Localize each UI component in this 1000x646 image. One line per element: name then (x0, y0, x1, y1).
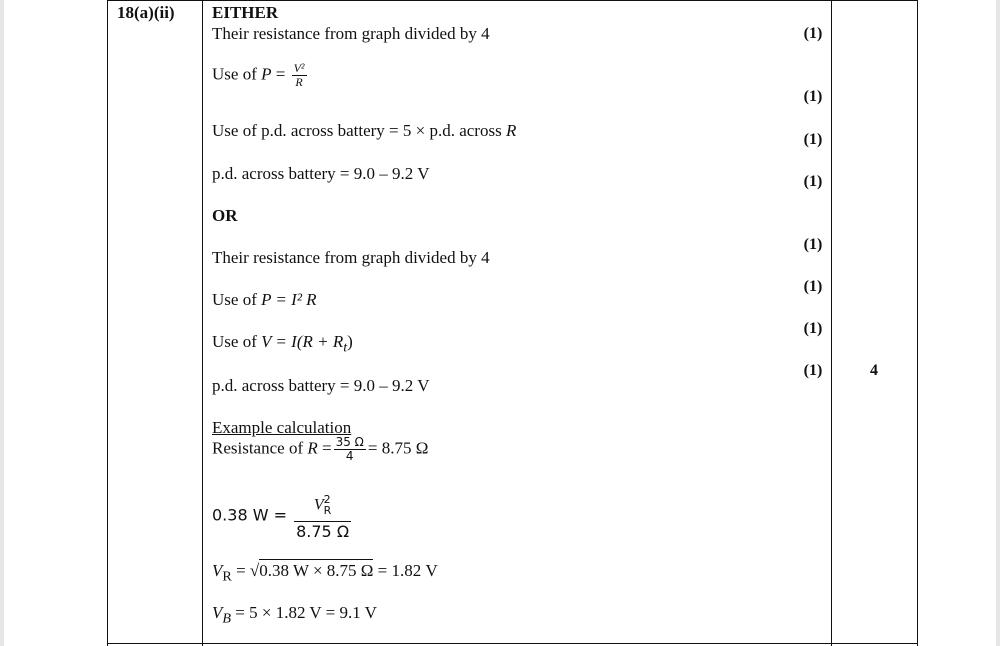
table-border-right (917, 0, 918, 646)
example-resistance: Resistance of R = $\frac{35 \Omega}{4}$ = 8.75 Ω (212, 435, 429, 463)
either-heading: EITHER (212, 3, 279, 22)
page-edge-left (0, 0, 4, 646)
mark-or-4: (1) (803, 362, 823, 379)
table-bottom-border (107, 643, 918, 644)
or-line-1: Their resistance from graph divided by 4 (212, 248, 490, 267)
either-line-1: Their resistance from graph divided by 4 (212, 24, 490, 43)
mark-or-1: (1) (803, 236, 823, 253)
mark-or-3: (1) (803, 320, 823, 337)
example-vr: $V_R = √0.38$ W × 8.75 Ω = 1.82 V (212, 561, 438, 585)
example-heading: Example calculation (212, 418, 352, 437)
or-line-2: Use of P = I² R (212, 290, 317, 309)
page-edge-right (996, 0, 1000, 646)
or-line-3: Use of $V = I(R + R_t)$ (212, 332, 353, 356)
question-ref: 18(a)(ii) (117, 3, 175, 22)
table-top-border (107, 0, 918, 1)
either-line-3: Use of p.d. across battery = 5 × p.d. across R (212, 121, 517, 140)
mark-either-1: (1) (803, 25, 823, 42)
mark-either-3: (1) (803, 131, 823, 148)
table-divider-marks (831, 0, 832, 646)
resistance-fraction: $\frac{35 \Omega}{4}$ (335, 435, 364, 463)
either-line-2: Use of P = $\frac{\text{V²}}{R}$ (212, 61, 305, 89)
mark-either-2: (1) (803, 88, 823, 105)
mark-either-4: (1) (803, 173, 823, 190)
power-formula-fraction: $\frac{\text{V²}}{R}$ (293, 61, 305, 89)
table-border-left (107, 0, 108, 646)
table-divider-ref (202, 0, 203, 646)
or-line-4: p.d. across battery = 9.0 – 9.2 V (212, 376, 430, 395)
example-vb: $V_B = 5 \times 1.82$ V = 9.1 V (212, 603, 377, 627)
or-heading: OR (212, 206, 238, 225)
either-line-4: p.d. across battery = 9.0 – 9.2 V (212, 164, 430, 183)
example-power: 0.38 W = $\frac{V^2_R}{8.75 \Omega}$ (212, 490, 353, 542)
mark-or-2: (1) (803, 278, 823, 295)
power-fraction: $\frac{V^2_R}{8.75 \Omega}$ (294, 490, 351, 542)
total-marks: 4 (870, 362, 878, 379)
